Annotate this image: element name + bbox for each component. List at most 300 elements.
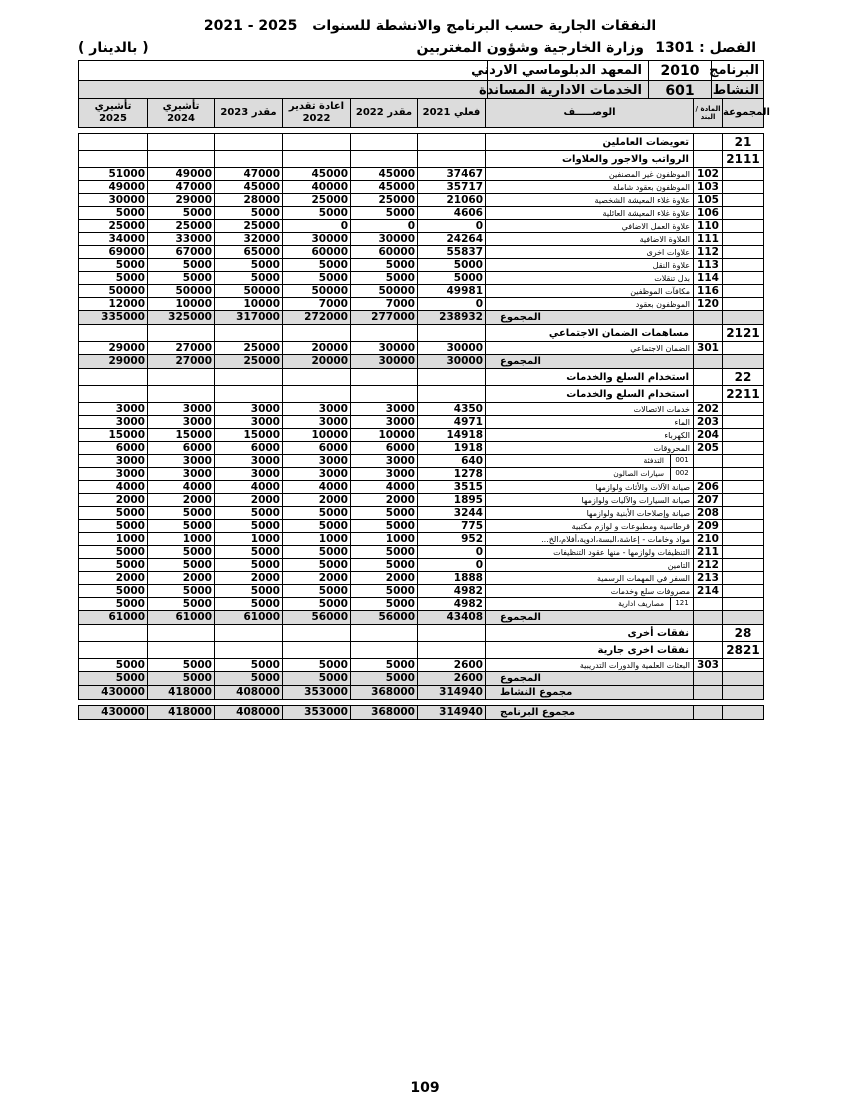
item-description: علاوة غلاء المعيشة الشخصية [486, 194, 694, 207]
amount-cell: 3000 [283, 455, 351, 468]
empty-cell [694, 455, 723, 468]
line-item-row [79, 207, 764, 220]
empty-cell [723, 355, 764, 369]
amount-cell: 7000 [351, 298, 418, 311]
sub-item-description: مصاريف ادارية [618, 599, 664, 608]
amount-cell: 5000 [148, 598, 215, 611]
total-row [79, 611, 764, 625]
col-2024: تأشيري 2024 [148, 99, 215, 128]
amount-cell: 60000 [283, 246, 351, 259]
amount-cell: 50000 [79, 285, 148, 298]
amount-cell: 6000 [148, 442, 215, 455]
group-name: تعويضات العاملين [486, 134, 694, 151]
group-code: 2211 [723, 386, 764, 403]
empty-cell [723, 585, 764, 598]
amount-cell: 6000 [351, 442, 418, 455]
empty-cell [694, 706, 723, 720]
amount-cell: 5000 [351, 559, 418, 572]
amount-cell: 56000 [351, 611, 418, 625]
title-years: 2021 - 2025 [203, 18, 298, 34]
empty-cell [148, 625, 215, 642]
amount-cell: 47000 [148, 181, 215, 194]
empty-cell [723, 220, 764, 233]
amount-cell: 5000 [351, 259, 418, 272]
amount-cell: 29000 [148, 194, 215, 207]
amount-cell: 5000 [79, 672, 148, 686]
sub-item-cell [486, 468, 694, 481]
total-row [79, 355, 764, 369]
item-code: 114 [694, 272, 723, 285]
amount-cell: 14918 [418, 429, 486, 442]
program-name: المعهد الدبلوماسي الاردني [488, 61, 649, 81]
line-item-row [79, 481, 764, 494]
empty-cell [283, 369, 351, 386]
amount-cell: 65000 [215, 246, 283, 259]
program-total-row [79, 706, 764, 720]
amount-cell: 408000 [215, 706, 283, 720]
amount-cell: 2000 [283, 494, 351, 507]
item-code: 103 [694, 181, 723, 194]
chapter [647, 40, 756, 56]
amount-cell: 56000 [283, 611, 351, 625]
empty-cell [694, 625, 723, 642]
amount-cell: 5000 [351, 598, 418, 611]
item-description: خدمات الاتصالات [486, 403, 694, 416]
amount-cell: 5000 [283, 520, 351, 533]
amount-cell: 35717 [418, 181, 486, 194]
sub-item-description: التدفئة [643, 456, 664, 465]
sub-item [486, 598, 693, 610]
amount-cell: 3000 [215, 403, 283, 416]
empty-cell [351, 134, 418, 151]
group-name: استخدام السلع والخدمات [486, 369, 694, 386]
empty-cell [694, 369, 723, 386]
empty-cell [148, 134, 215, 151]
amount-cell: 25000 [351, 194, 418, 207]
amount-cell: 3000 [148, 468, 215, 481]
item-description: علاوة غلاء المعيشة العائلية [486, 207, 694, 220]
amount-cell: 5000 [148, 272, 215, 285]
item-code: 112 [694, 246, 723, 259]
amount-cell: 6000 [215, 442, 283, 455]
empty-cell [694, 611, 723, 625]
empty-cell [723, 194, 764, 207]
amount-cell: 43408 [418, 611, 486, 625]
amount-cell: 5000 [148, 207, 215, 220]
item-description: صيانة وإصلاحات الأبنية ولوازمها [486, 507, 694, 520]
group-name: مساهمات الضمان الاجتماعي [486, 325, 694, 342]
amount-cell: 15000 [148, 429, 215, 442]
empty-cell [418, 642, 486, 659]
item-description: الموظفون بعقود شاملة [486, 181, 694, 194]
amount-cell: 5000 [215, 207, 283, 220]
empty-cell [79, 325, 148, 342]
group-name: الرواتب والاجور والعلاوات [486, 151, 694, 168]
col-description: الوصـــــف [486, 99, 694, 128]
amount-cell: 10000 [351, 429, 418, 442]
amount-cell: 368000 [351, 706, 418, 720]
amount-cell: 4982 [418, 598, 486, 611]
item-description: مكافآت الموظفين [486, 285, 694, 298]
amount-cell: 418000 [148, 686, 215, 700]
amount-cell: 353000 [283, 706, 351, 720]
amount-cell: 5000 [79, 272, 148, 285]
amount-cell: 5000 [148, 559, 215, 572]
amount-cell: 5000 [283, 659, 351, 672]
empty-cell [79, 642, 148, 659]
amount-cell: 2000 [148, 494, 215, 507]
amount-cell: 10000 [215, 298, 283, 311]
amount-cell: 317000 [215, 311, 283, 325]
sub-item-code: 001 [670, 455, 693, 467]
item-code: 303 [694, 659, 723, 672]
amount-cell: 5000 [215, 546, 283, 559]
amount-cell: 25000 [79, 220, 148, 233]
item-code: 111 [694, 233, 723, 246]
empty-cell [723, 559, 764, 572]
sub-item [486, 455, 693, 467]
empty-cell [283, 134, 351, 151]
amount-cell: 5000 [79, 207, 148, 220]
empty-cell [723, 442, 764, 455]
total-label: مجموع النشاط [486, 686, 694, 700]
activity-code: 601 [649, 81, 712, 101]
empty-cell [723, 706, 764, 720]
amount-cell: 0 [418, 298, 486, 311]
amount-cell: 33000 [148, 233, 215, 246]
item-code: 204 [694, 429, 723, 442]
amount-cell: 1895 [418, 494, 486, 507]
empty-cell [79, 386, 148, 403]
amount-cell: 45000 [351, 168, 418, 181]
empty-cell [723, 598, 764, 611]
empty-cell [723, 572, 764, 585]
sub-item-row [79, 598, 764, 611]
empty-cell [694, 672, 723, 686]
empty-cell [215, 134, 283, 151]
amount-cell: 952 [418, 533, 486, 546]
activity-total-row [79, 686, 764, 700]
currency-note: ( بالدينار ) [78, 40, 149, 56]
empty-cell [148, 325, 215, 342]
group-name: نفقات أخرى [486, 625, 694, 642]
amount-cell: 5000 [351, 507, 418, 520]
sub-item [486, 468, 693, 480]
amount-cell: 2000 [79, 572, 148, 585]
amount-cell: 51000 [79, 168, 148, 181]
amount-cell: 5000 [148, 259, 215, 272]
item-code: 206 [694, 481, 723, 494]
amount-cell: 5000 [418, 272, 486, 285]
amount-cell: 30000 [351, 342, 418, 355]
col-article: المادة / البند [694, 99, 723, 128]
amount-cell: 5000 [215, 598, 283, 611]
line-item-row [79, 194, 764, 207]
amount-cell: 21060 [418, 194, 486, 207]
amount-cell: 3000 [79, 403, 148, 416]
line-item-row [79, 272, 764, 285]
line-item-row [79, 220, 764, 233]
group-row [79, 625, 764, 642]
line-item-row [79, 494, 764, 507]
amount-cell: 5000 [148, 659, 215, 672]
group-row [79, 369, 764, 386]
item-description: صيانة السيارات والآليات ولوازمها [486, 494, 694, 507]
amount-cell: 3000 [283, 468, 351, 481]
sub-item-description: سيارات الصالون [613, 469, 664, 478]
amount-cell: 4000 [148, 481, 215, 494]
amount-cell: 3000 [215, 416, 283, 429]
amount-cell: 4000 [283, 481, 351, 494]
item-code: 106 [694, 207, 723, 220]
amount-cell: 6000 [283, 442, 351, 455]
empty-cell [723, 546, 764, 559]
amount-cell: 49000 [79, 181, 148, 194]
empty-cell [723, 207, 764, 220]
amount-cell: 5000 [351, 659, 418, 672]
amount-cell: 50000 [283, 285, 351, 298]
amount-cell: 10000 [283, 429, 351, 442]
empty-cell [79, 625, 148, 642]
group-code: 2111 [723, 151, 764, 168]
group-row [79, 642, 764, 659]
line-item-row [79, 520, 764, 533]
amount-cell: 5000 [283, 598, 351, 611]
line-item-row [79, 659, 764, 672]
amount-cell: 5000 [215, 672, 283, 686]
amount-cell: 5000 [148, 520, 215, 533]
amount-cell: 50000 [215, 285, 283, 298]
empty-cell [418, 369, 486, 386]
empty-cell [723, 311, 764, 325]
amount-cell: 25000 [215, 342, 283, 355]
amount-cell: 0 [418, 546, 486, 559]
col-2022-reestimate: اعادة تقدير 2022 [283, 99, 351, 128]
line-item-row [79, 403, 764, 416]
amount-cell: 5000 [79, 585, 148, 598]
empty-cell [694, 311, 723, 325]
amount-cell: 1000 [351, 533, 418, 546]
group-code: 22 [723, 369, 764, 386]
empty-cell [351, 642, 418, 659]
item-code: 102 [694, 168, 723, 181]
line-item-row [79, 585, 764, 598]
amount-cell: 29000 [79, 342, 148, 355]
item-description: السفر في المهمات الرسمية [486, 572, 694, 585]
program-info-table [78, 60, 764, 101]
empty-cell [723, 342, 764, 355]
sub-item-code: 121 [670, 598, 693, 610]
amount-cell: 325000 [148, 311, 215, 325]
amount-cell: 5000 [148, 546, 215, 559]
empty-cell [283, 386, 351, 403]
empty-cell [694, 151, 723, 168]
amount-cell: 5000 [79, 520, 148, 533]
empty-cell [723, 246, 764, 259]
amount-cell: 5000 [351, 207, 418, 220]
amount-cell: 3000 [148, 416, 215, 429]
col-2021-actual: فعلي 2021 [418, 99, 486, 128]
empty-cell [79, 151, 148, 168]
amount-cell: 69000 [79, 246, 148, 259]
amount-cell: 34000 [79, 233, 148, 246]
line-item-row [79, 246, 764, 259]
amount-cell: 10000 [148, 298, 215, 311]
empty-cell [418, 386, 486, 403]
amount-cell: 15000 [215, 429, 283, 442]
amount-cell: 49981 [418, 285, 486, 298]
amount-cell: 5000 [215, 507, 283, 520]
group-name: استخدام السلع والخدمات [486, 386, 694, 403]
amount-cell: 5000 [351, 585, 418, 598]
empty-cell [723, 507, 764, 520]
item-description: قرطاسية ومطبوعات و لوازم مكتبية [486, 520, 694, 533]
sub-item-cell [486, 598, 694, 611]
line-item-row [79, 442, 764, 455]
amount-cell: 5000 [215, 520, 283, 533]
empty-cell [418, 134, 486, 151]
empty-cell [351, 386, 418, 403]
amount-cell: 2000 [215, 572, 283, 585]
sub-item-code: 002 [670, 468, 693, 480]
empty-cell [723, 659, 764, 672]
amount-cell: 30000 [351, 233, 418, 246]
amount-cell: 0 [418, 220, 486, 233]
item-description: علاوة النقل [486, 259, 694, 272]
item-description: الموظفون بعقود [486, 298, 694, 311]
amount-cell: 3000 [351, 403, 418, 416]
line-item-row [79, 507, 764, 520]
amount-cell: 1888 [418, 572, 486, 585]
amount-cell: 47000 [215, 168, 283, 181]
empty-cell [723, 285, 764, 298]
amount-cell: 5000 [351, 520, 418, 533]
amount-cell: 3515 [418, 481, 486, 494]
amount-cell: 4982 [418, 585, 486, 598]
amount-cell: 314940 [418, 686, 486, 700]
item-description: الضمان الاجتماعي [486, 342, 694, 355]
empty-cell [418, 325, 486, 342]
item-code: 202 [694, 403, 723, 416]
amount-cell: 3000 [351, 455, 418, 468]
item-code: 212 [694, 559, 723, 572]
amount-cell: 5000 [79, 598, 148, 611]
amount-cell: 5000 [351, 672, 418, 686]
amount-cell: 49000 [148, 168, 215, 181]
empty-cell [215, 369, 283, 386]
item-code: 105 [694, 194, 723, 207]
amount-cell: 418000 [148, 706, 215, 720]
col-2022-estimate: مقدر 2022 [351, 99, 418, 128]
total-label: المجموع [486, 311, 694, 325]
activity-name: الخدمات الادارية المساندة [488, 81, 649, 101]
amount-cell: 15000 [79, 429, 148, 442]
item-code: 205 [694, 442, 723, 455]
amount-cell: 4000 [351, 481, 418, 494]
item-code: 203 [694, 416, 723, 429]
empty-cell [283, 642, 351, 659]
empty-cell [723, 672, 764, 686]
empty-cell [694, 686, 723, 700]
empty-cell [723, 533, 764, 546]
amount-cell: 277000 [351, 311, 418, 325]
item-code: 301 [694, 342, 723, 355]
empty-cell [723, 429, 764, 442]
amount-cell: 45000 [283, 168, 351, 181]
amount-cell: 368000 [351, 686, 418, 700]
amount-cell: 0 [283, 220, 351, 233]
total-label: مجموع البرنامج [486, 706, 694, 720]
group-code: 2821 [723, 642, 764, 659]
total-label: المجموع [486, 672, 694, 686]
empty-cell [148, 386, 215, 403]
line-item-row [79, 572, 764, 585]
amount-cell: 2000 [148, 572, 215, 585]
program-row [79, 61, 764, 81]
amount-cell: 12000 [79, 298, 148, 311]
item-description: مصروفات سلع وخدمات [486, 585, 694, 598]
sub-header [78, 40, 762, 60]
item-description: التنظيفات ولوازمها - منها عقود التنظيفات [486, 546, 694, 559]
item-code: 207 [694, 494, 723, 507]
item-code: 208 [694, 507, 723, 520]
amount-cell: 3000 [148, 403, 215, 416]
amount-cell: 3000 [283, 403, 351, 416]
empty-cell [723, 468, 764, 481]
amount-cell: 2000 [351, 572, 418, 585]
empty-cell [148, 151, 215, 168]
item-code: 120 [694, 298, 723, 311]
program-code: 2010 [649, 61, 712, 81]
amount-cell: 5000 [79, 259, 148, 272]
empty-cell [351, 151, 418, 168]
empty-cell [215, 151, 283, 168]
amount-cell: 5000 [283, 207, 351, 220]
empty-cell [418, 151, 486, 168]
empty-cell [694, 386, 723, 403]
item-code: 116 [694, 285, 723, 298]
item-description: مواد وخامات - إعاشة،البسة،ادوية،أفلام،الخ... [486, 533, 694, 546]
amount-cell: 353000 [283, 686, 351, 700]
amount-cell: 5000 [79, 507, 148, 520]
amount-cell: 5000 [215, 659, 283, 672]
amount-cell: 1000 [79, 533, 148, 546]
amount-cell: 61000 [148, 611, 215, 625]
line-item-row [79, 533, 764, 546]
item-description: علاوات اخرى [486, 246, 694, 259]
empty-cell [723, 298, 764, 311]
title-text: النفقات الجارية حسب البرنامج والانشطة للسنوات [312, 18, 657, 34]
amount-cell: 25000 [215, 355, 283, 369]
amount-cell: 0 [418, 559, 486, 572]
amount-cell: 29000 [79, 355, 148, 369]
amount-cell: 27000 [148, 342, 215, 355]
line-item-row [79, 168, 764, 181]
empty-cell [418, 625, 486, 642]
empty-cell [723, 168, 764, 181]
amount-cell: 1918 [418, 442, 486, 455]
amount-cell: 25000 [148, 220, 215, 233]
empty-cell [215, 386, 283, 403]
empty-cell [723, 259, 764, 272]
empty-cell [283, 151, 351, 168]
empty-cell [351, 625, 418, 642]
amount-cell: 5000 [79, 659, 148, 672]
amount-cell: 5000 [283, 585, 351, 598]
amount-cell: 2000 [351, 494, 418, 507]
item-code: 110 [694, 220, 723, 233]
group-row [79, 386, 764, 403]
